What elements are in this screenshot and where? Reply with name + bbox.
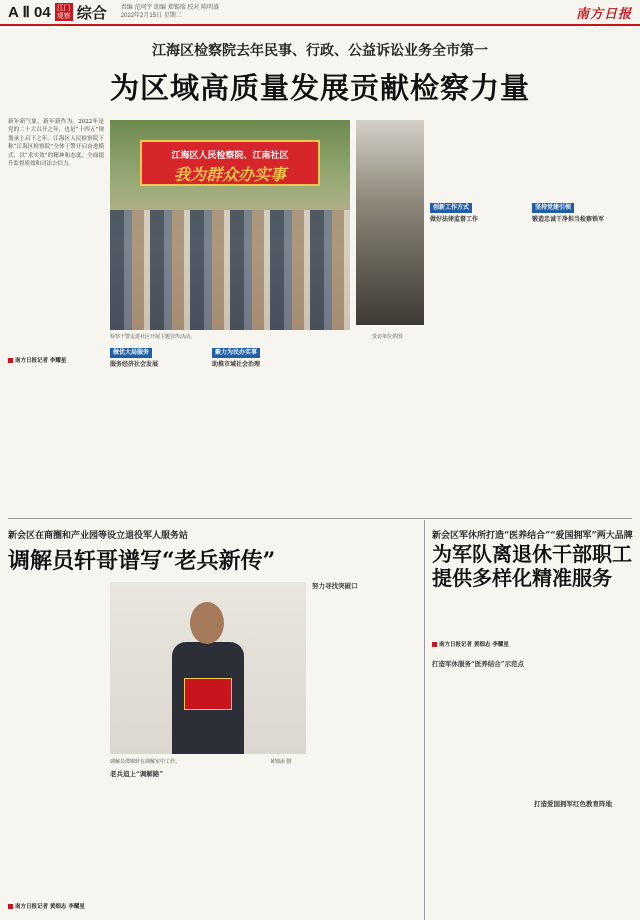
left-subhead-b: 老兵追上“调解路” [110,770,163,778]
top-story-kicker: 江海区检察院去年民事、行政、公益诉讼业务全市第一 [152,43,488,59]
right-subhead-b: 打造爱国拥军红色教育阵地 [534,800,612,808]
byline-flag-icon [8,904,13,909]
paper-logo: 南方日报 [575,6,632,22]
subhead-1: 做优大局服务 [110,348,152,358]
left-story-kicker: 新会区在商圈和产业园等设立退役军人服务站 [8,531,189,541]
top-photo-caption: 检察干警走进社区开展主题宣传活动。 [110,334,196,340]
right-story-byline [432,640,509,648]
side-photo-credit: 受访单位供图 [372,334,403,340]
subhead-1b: 服务经济社会发展 [110,361,159,369]
section-divider [8,518,632,519]
top-story-column-6 [532,200,632,260]
left-story-photo [110,582,306,754]
top-story-headline: 为区域高质量发展贡献检察力量 [109,71,530,105]
veteran-head [190,602,224,644]
event-banner [140,140,320,186]
veteran-certificate [184,678,232,710]
banner-slogan: 我为群众办实事 [173,165,286,184]
masthead [0,0,640,26]
byline-flag-icon [432,642,437,647]
left-story-byline [8,902,85,910]
subhead-4b: 助推市域社会治理 [212,361,261,369]
subhead-3b: 锻造忠诚干净担当检察铁军 [532,216,605,224]
left-photo-caption: 调解员谭锦轩在调解室中工作。 [110,759,181,765]
top-story-column-2 [110,345,206,505]
subhead-3: 坚持党建引领 [532,203,574,213]
subhead-4: 聚力为民办实事 [212,348,260,358]
crowd-figures [110,210,350,330]
section-tag-line1: 江门 [56,4,71,12]
right-story-kicker: 新会区军休所打造“医养结合”“爱国拥军”两大品牌 [432,531,633,541]
page-code: A Ⅱ 04 [8,4,51,21]
left-story-headline: 调解员轩哥谱写“老兵新传” [8,548,276,574]
left-subhead-a: 努力寻找突破口 [312,582,358,590]
subhead-2b: 做好法律监督工作 [430,216,479,224]
editor-line: 责编 范珂宇 助编 郑锡瑞 校对 陈明盛 [120,5,220,11]
right-story-column-1 [432,660,528,690]
section-name: 综合 [76,3,107,22]
left-story-column-2 [110,770,206,800]
byline-flag-icon [8,358,13,363]
right-subhead-a: 打造军休服务“医养结合”示范点 [432,660,524,668]
top-story-column-5 [430,200,526,360]
top-story-byline [8,356,66,364]
column-rule [424,520,425,920]
section-tag-line2: 观察 [56,12,71,20]
right-story-column-2 [534,800,632,830]
top-story-photo [110,120,350,330]
left-photo-credit: 黄锦添 摄 [270,759,292,765]
top-story-intro: 新年新气象，新年新作为。2022年是党的二十大召开之年，也是“十四五”规划承上启下之年。江海区人民检察院下称“江海区检察院”全体干警开启奋进模式，以“求实效”的精神和态度，全面提升监督质效和司法公信力。 [8,119,104,168]
top-story-column-3 [212,345,292,505]
top-story-side-photo [356,120,424,325]
top-story-byline-text: 南方日报记者 李耀星 [15,358,67,364]
top-story-intro-column [8,118,104,348]
left-story-byline-text: 南方日报记者 黄细志 李耀星 [15,904,85,910]
left-story-column-3 [312,582,416,612]
banner-title: 江海区人民检察院、江南社区 [171,151,289,161]
subhead-2: 创新工作方式 [430,203,472,213]
date-line: 2022年2月15日 星期二 [120,13,182,19]
right-story-byline-text: 南方日报记者 黄细志 李耀星 [439,642,509,648]
masthead-meta [121,4,219,20]
section-tag [55,3,73,21]
right-story-headline: 为军队离退休干部职工提供多样化精准服务 [432,542,632,590]
